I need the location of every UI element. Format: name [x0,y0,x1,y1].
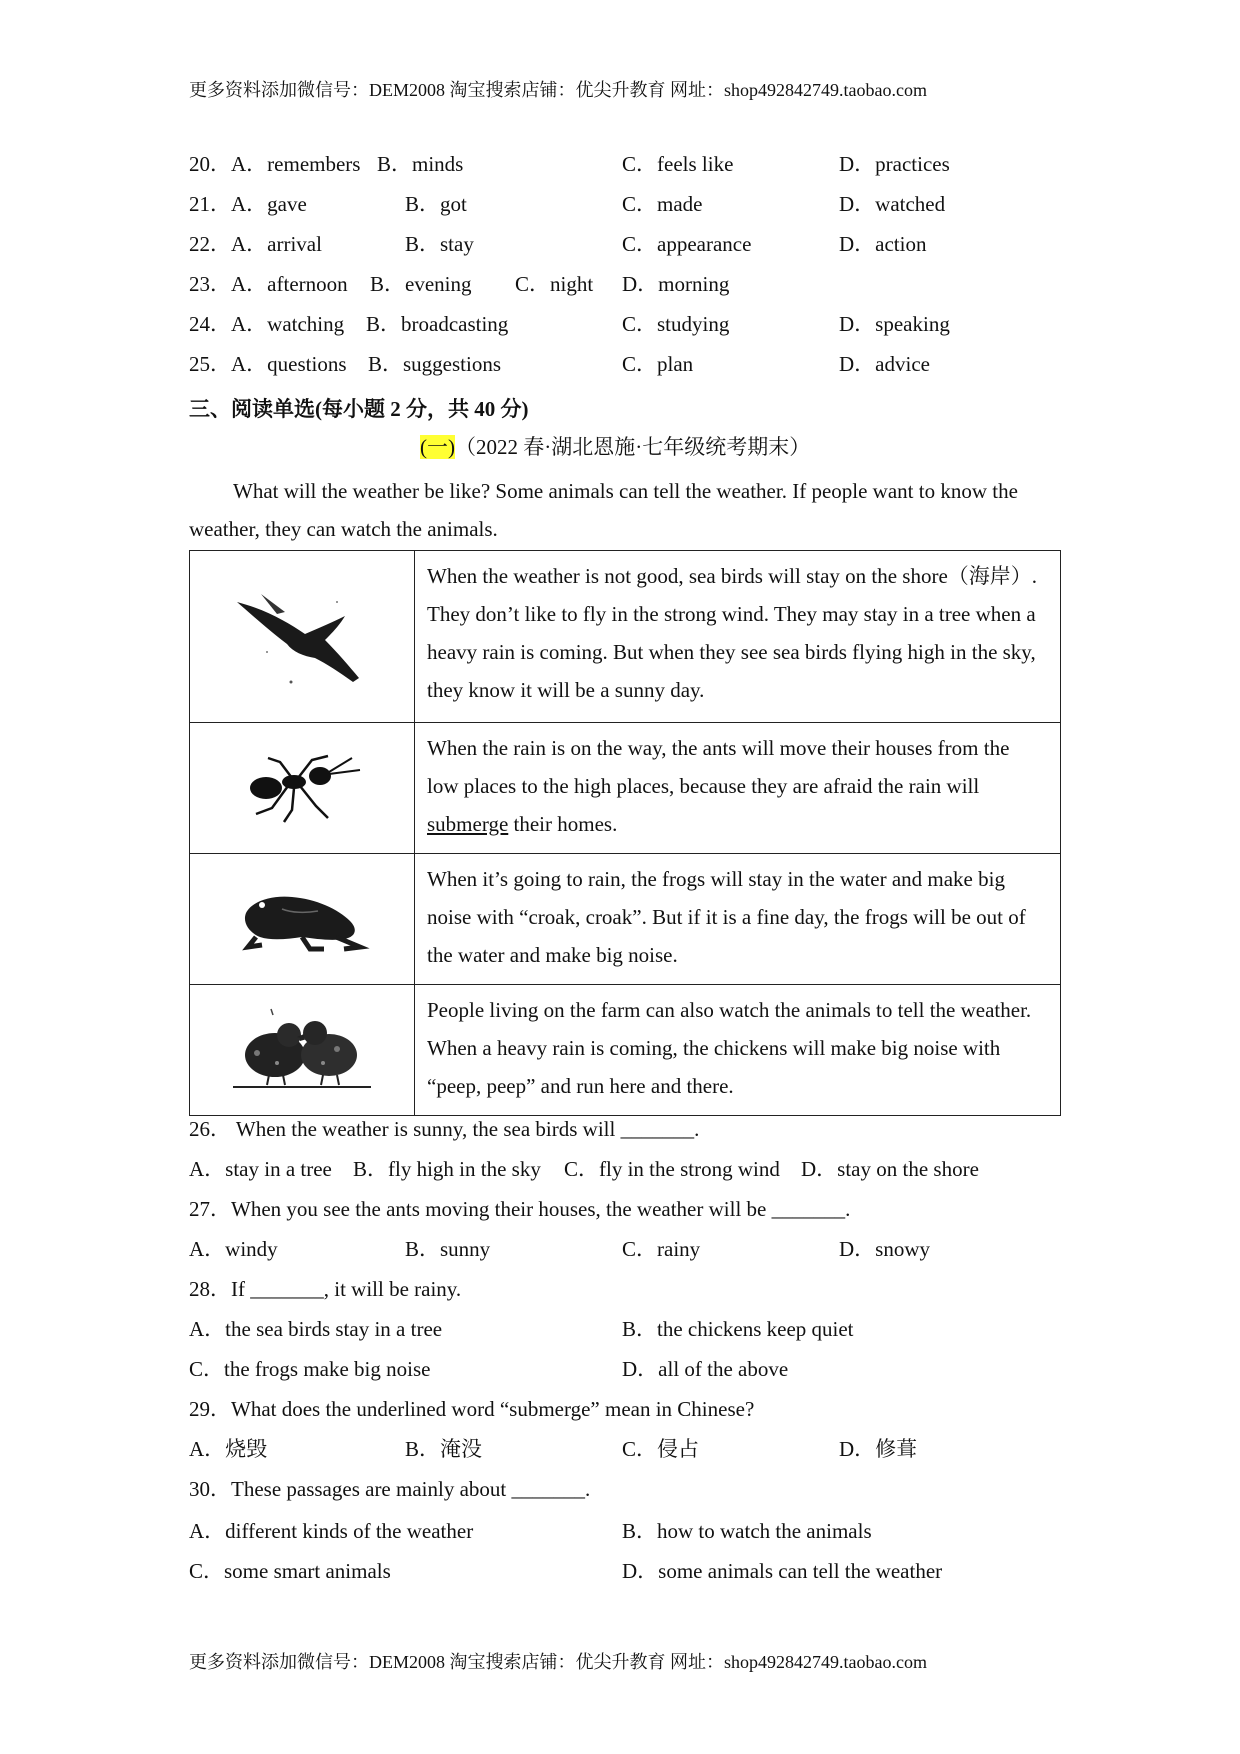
option-a: A．watching [231,312,345,336]
underlined-word-submerge: submerge [427,812,509,836]
option-d: D．all of the above [622,1357,789,1381]
option-c: C．fly in the strong wind [564,1157,780,1181]
option-a: A．remembers [231,152,361,176]
table-row [190,854,1061,985]
table-row [190,723,1061,854]
option-b: B．stay [405,232,474,256]
option-b: B．fly high in the sky [353,1157,541,1181]
item-number: 25． [189,352,231,376]
item-number: 22． [189,232,231,256]
passage-source [420,431,810,461]
option-c: C．studying [622,312,730,336]
option-b: B．how to watch the animals [622,1519,872,1543]
option-d: D．action [839,232,927,256]
option-d: D．修葺 [839,1437,918,1461]
ant-icon [232,748,372,828]
option-d: D．speaking [839,312,950,336]
option-b: B．the chickens keep quiet [622,1317,854,1341]
question-stem: 27．When you see the ants moving their houses, the weather will be _______. [189,1197,851,1221]
option-c: C．rainy [622,1237,701,1261]
option-a: A．stay in a tree [189,1157,332,1181]
option-a: A．烧毁 [189,1437,268,1461]
option-a: A．afternoon [231,272,348,296]
option-c: C．feels like [622,152,734,176]
chickens-icon [227,1003,377,1098]
question-stem: 28．If _______, it will be rainy. [189,1277,462,1301]
item-number: 20． [189,152,231,176]
option-d: D．morning [622,272,730,296]
image-cell [190,723,415,854]
option-a: A．windy [189,1237,278,1261]
item-number: 24． [189,312,231,336]
text-part: When the rain is on the way, the ants will move their houses from the low places to the high places, because they are afraid the rain will [427,736,1010,798]
option-c: C．appearance [622,232,752,256]
option-a: A．different kinds of the weather [189,1519,474,1543]
frog-icon [232,879,372,959]
text-cell: When it’s going to rain, the frogs will stay in the water and make big noise with “croak, croak”. But if it is a fine day, the frogs will be out of the water and make big noise. [415,854,1061,985]
text-cell: When the weather is not good, sea birds will stay on the shore（海岸）. They don’t like to fly in the strong wind. They may stay in a tree when a heavy rain is coming. But when they see sea birds flying high in the sky, they know it will be a sunny day. [415,551,1061,723]
option-c: C．侵占 [622,1437,700,1461]
option-a: A．the sea birds stay in a tree [189,1317,443,1341]
item-number: 21． [189,192,231,216]
option-c: C．the frogs make big noise [189,1357,431,1381]
option-c: C．night [515,272,594,296]
option-b: B．broadcasting [366,312,509,336]
option-c: C．some smart animals [189,1559,391,1583]
text-cell: People living on the farm can also watch the animals to tell the weather. When a heavy rain is coming, the chickens will make big noise with “peep, peep” and run here and there. [415,985,1061,1116]
passage-intro: What will the weather be like? Some animals can tell the weather. If people want to know the weather, they can watch the animals. [189,479,1018,541]
passage-source-text: （2022 春·湖北恩施·七年级统考期末） [455,435,811,459]
question-stem: 26． When the weather is sunny, the sea birds will _______. [189,1117,700,1141]
page-header: 更多资料添加微信号：DEM2008 淘宝搜索店铺：优尖升教育 网址：shop492842749.taobao.com [189,80,927,100]
option-d: D．advice [839,352,930,376]
option-b: B．淹没 [405,1437,483,1461]
option-a: A．questions [231,352,347,376]
image-cell [190,551,415,723]
question-stem: 30．These passages are mainly about _______. [189,1477,591,1501]
option-a: A．gave [231,192,307,216]
option-a: A．arrival [231,232,322,256]
option-c: C．plan [622,352,694,376]
option-b: B．evening [370,272,472,296]
option-d: D．practices [839,152,950,176]
image-cell [190,854,415,985]
section-title: 三、阅读单选(每小题 2 分，共 40 分) [189,397,529,421]
image-cell [190,985,415,1116]
table-row [190,551,1061,723]
option-d: D．some animals can tell the weather [622,1559,943,1583]
option-d: D．watched [839,192,946,216]
sea-bird-icon [227,582,377,692]
page-footer: 更多资料添加微信号：DEM2008 淘宝搜索店铺：优尖升教育 网址：shop492842749.taobao.com [189,1652,927,1672]
reading-table [189,550,1061,1116]
question-stem: 29．What does the underlined word “submerge” mean in Chinese? [189,1397,755,1421]
passage-number-highlight: (一) [420,435,455,459]
option-b: B．sunny [405,1237,491,1261]
option-d: D．snowy [839,1237,931,1261]
table-row [190,985,1061,1116]
item-number: 23． [189,272,231,296]
option-b: B．minds [377,152,464,176]
option-b: B．got [405,192,467,216]
option-d: D．stay on the shore [801,1157,979,1181]
text-cell [415,723,1061,854]
option-b: B．suggestions [368,352,502,376]
text-part: their homes. [508,812,618,836]
option-c: C．made [622,192,703,216]
